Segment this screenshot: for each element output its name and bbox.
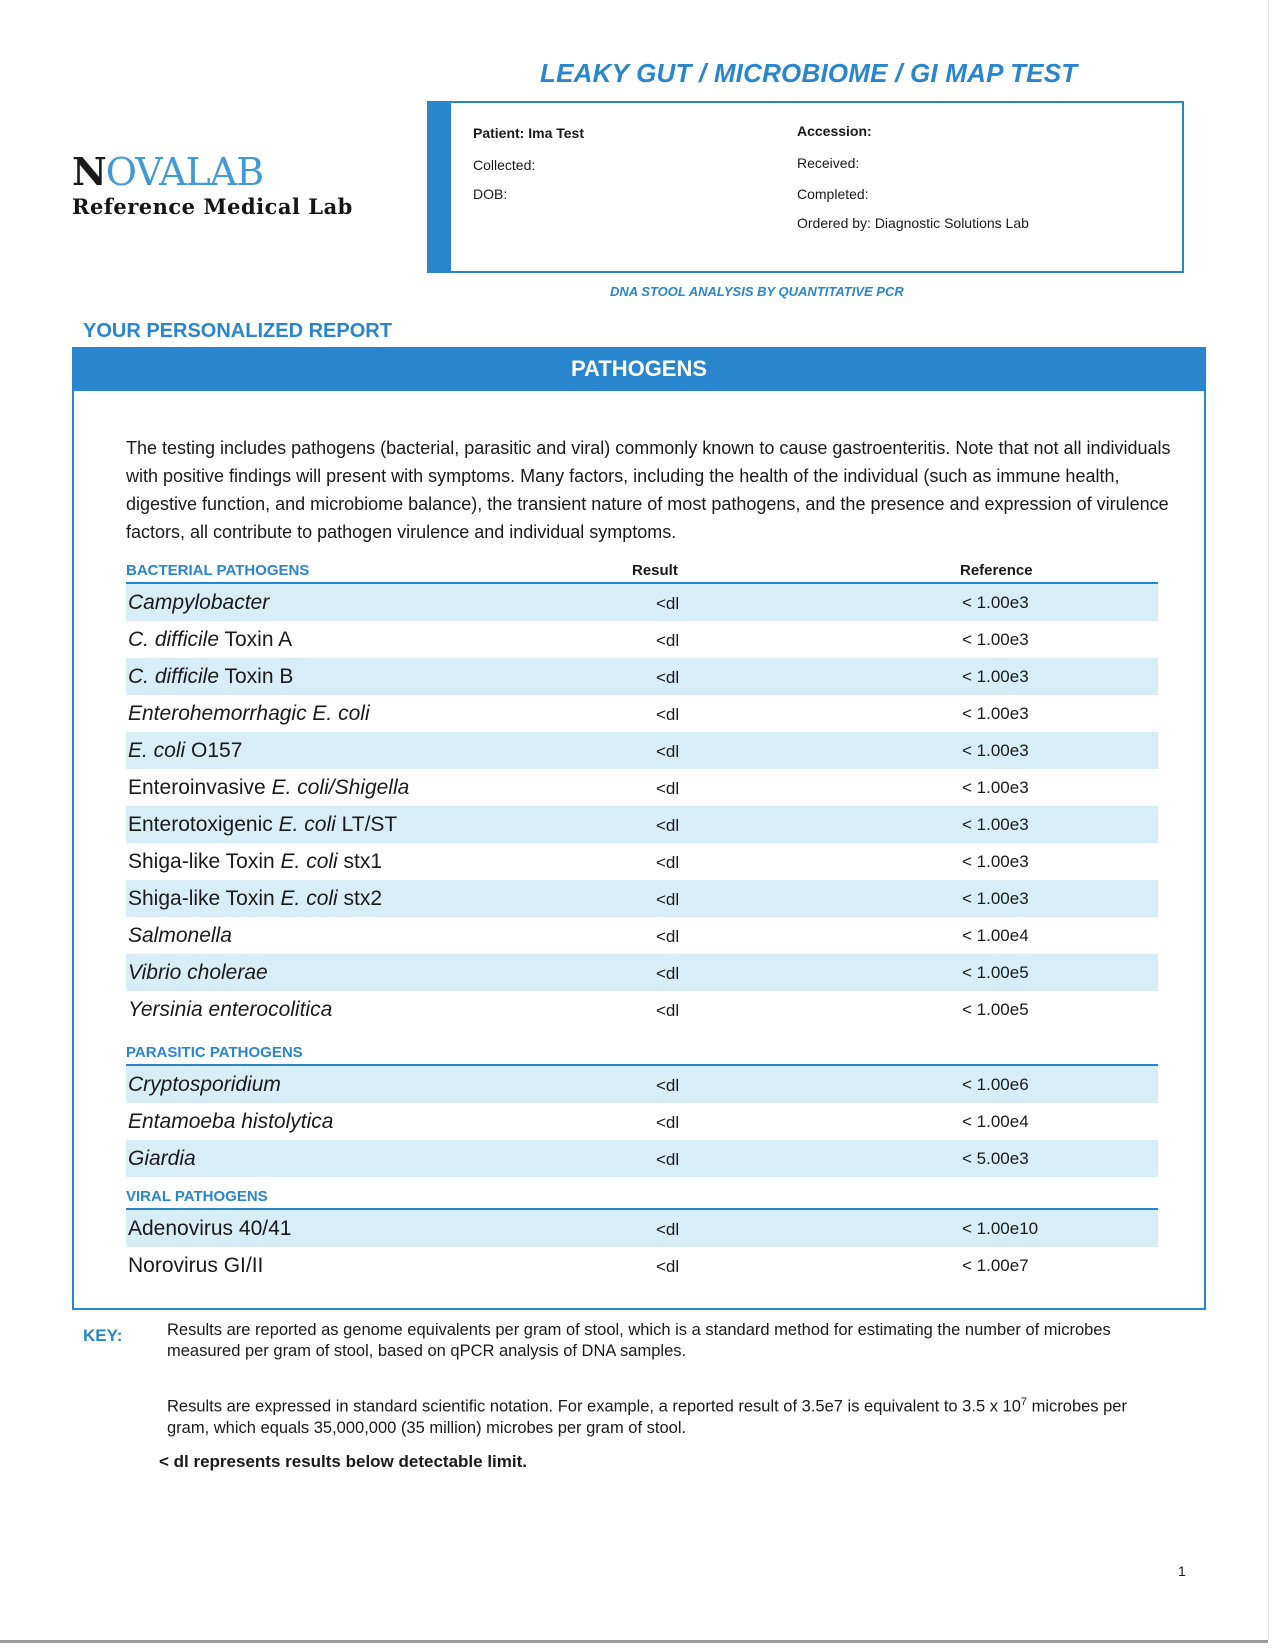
reference-value: < 1.00e3 (962, 630, 1029, 649)
pathogen-name-part: E. coli/Shigella (271, 776, 410, 799)
pathogen-name (128, 998, 332, 1022)
table-row (126, 1140, 1158, 1177)
result-value: <dl (656, 779, 680, 798)
pathogen-name-part: stx2 (337, 887, 383, 910)
pathogen-name (128, 924, 232, 948)
pathogen-name (128, 776, 409, 800)
table-row (126, 621, 1158, 658)
parasitic-rows (126, 1066, 1158, 1177)
column-header-result: Result (632, 562, 678, 579)
reference-value: < 1.00e10 (962, 1219, 1039, 1238)
result-value: <dl (656, 1220, 680, 1239)
pathogen-name-part: C. difficile (128, 628, 220, 651)
ordered-by-field: Ordered by: Diagnostic Solutions Lab (797, 215, 1029, 231)
personalized-report-heading: YOUR PERSONALIZED REPORT (83, 320, 392, 342)
result-value: <dl (656, 631, 680, 650)
reference-value: < 5.00e3 (962, 1149, 1029, 1168)
key-notation-text: Results are expressed in standard scientific notation. For example, a reported result of 3.5e7 is equivalent to 3.5 x 10 (167, 1397, 1021, 1416)
reference-value: < 1.00e3 (962, 778, 1029, 797)
pathogen-name-part: Toxin A (219, 628, 293, 651)
pathogen-name-part: E. coli (128, 739, 186, 762)
logo-n-mark: N (72, 149, 106, 194)
reference-value: < 1.00e5 (962, 963, 1029, 982)
result-value: <dl (656, 1113, 680, 1132)
pathogen-name (128, 887, 382, 911)
result-value: <dl (656, 705, 680, 724)
bacterial-rows (126, 584, 1158, 1028)
table-row (126, 954, 1158, 991)
reference-value: < 1.00e7 (962, 1256, 1029, 1275)
key-notation-text-end: microbes per gram, which equals 35,000,000 (35 million) microbes per gram of stool. (167, 1397, 1127, 1437)
reference-value: < 1.00e3 (962, 852, 1029, 871)
pathogen-name-part: LT/ST (335, 813, 398, 836)
result-value: <dl (656, 964, 680, 983)
reference-value: < 1.00e3 (962, 815, 1029, 834)
reference-value: < 1.00e4 (962, 1112, 1029, 1131)
group-title: VIRAL PATHOGENS (126, 1188, 268, 1205)
result-value: <dl (656, 927, 680, 946)
pathogen-name-part: Vibrio cholerae (128, 961, 268, 984)
reference-value: < 1.00e6 (962, 1075, 1029, 1094)
key-detection-limit-note: < dl represents results below detectable limit. (159, 1452, 527, 1471)
result-value: <dl (656, 594, 680, 613)
column-header-reference: Reference (960, 562, 1033, 579)
accession-field: Accession: (797, 123, 872, 139)
table-row (126, 769, 1158, 806)
reference-value: < 1.00e3 (962, 667, 1029, 686)
pathogen-name (128, 1254, 263, 1278)
result-value: <dl (656, 1257, 680, 1276)
table-row (126, 1066, 1158, 1103)
pathogen-name (128, 961, 268, 985)
reference-value: < 1.00e3 (962, 593, 1029, 612)
pathogen-name (128, 739, 242, 763)
pathogen-name-part: Shiga-like Toxin (128, 850, 281, 873)
table-row (126, 732, 1158, 769)
table-row (126, 1210, 1158, 1247)
table-row (126, 917, 1158, 954)
pathogen-name-part: Toxin B (219, 665, 294, 688)
table-row (126, 584, 1158, 621)
pathogen-name (128, 1147, 196, 1171)
pathogen-name (128, 665, 293, 689)
group-header-bacterial (126, 560, 1158, 584)
pathogen-name-part: Enterotoxigenic (128, 813, 279, 836)
completed-field: Completed: (797, 186, 869, 202)
group-header-parasitic (126, 1042, 1158, 1066)
result-value: <dl (656, 742, 680, 761)
intro-paragraph: The testing includes pathogens (bacterial, parasitic and viral) commonly known to cause gastroenteritis. Note that not all individuals with positive findings will present with symptoms. Many factors, including the health of the individual (such as immune health, digestive function, and microbiome balance), the transient nature of most pathogens, and the presence and expression of virulence factors, all contribute to pathogen virulence and individual symptoms. (126, 438, 1171, 542)
pathogen-name-part: Giardia (128, 1147, 196, 1170)
result-value: <dl (656, 853, 680, 872)
pathogen-name (128, 628, 292, 652)
dob-field: DOB: (473, 186, 508, 202)
group-header-viral (126, 1186, 1158, 1210)
logo-brand-text: OVALAB (105, 150, 264, 194)
page-edge-bottom (0, 1640, 1268, 1643)
table-row (126, 880, 1158, 917)
table-row (126, 843, 1158, 880)
pathogen-name (128, 702, 370, 726)
table-row (126, 991, 1158, 1028)
pathogen-name (128, 1073, 281, 1097)
pathogen-name-part: E. coli (280, 887, 338, 910)
pathogen-name-part: Entamoeba histolytica (128, 1110, 334, 1133)
table-row (126, 1103, 1158, 1140)
table-row (126, 658, 1158, 695)
analysis-subtitle: DNA STOOL ANALYSIS BY QUANTITATIVE PCR (610, 284, 904, 299)
reference-value: < 1.00e3 (962, 741, 1029, 760)
logo-wordmark (72, 149, 353, 194)
result-value: <dl (656, 1150, 680, 1169)
page-number: 1 (1178, 1563, 1186, 1579)
pathogen-name-part: Enteroinvasive (128, 776, 272, 799)
pathogen-name-part: stx1 (337, 850, 383, 873)
pathogen-name-part: Adenovirus 40/41 (128, 1217, 292, 1240)
pathogen-name-part: Campylobacter (128, 591, 270, 614)
result-value: <dl (656, 816, 680, 835)
pathogen-name (128, 1217, 291, 1241)
collected-field: Collected: (473, 157, 536, 173)
lab-logo (72, 149, 353, 219)
group-title: BACTERIAL PATHOGENS (126, 562, 310, 579)
result-value: <dl (656, 890, 680, 909)
pathogen-name (128, 813, 397, 837)
test-title: LEAKY GUT / MICROBIOME / GI MAP TEST (540, 58, 1078, 88)
result-value: <dl (656, 668, 680, 687)
key-exponent: 7 (1020, 1396, 1028, 1408)
table-row (126, 695, 1158, 732)
pathogen-name-part: O157 (185, 739, 243, 762)
received-field: Received: (797, 155, 860, 171)
result-value: <dl (656, 1076, 680, 1095)
pathogen-name-part: Cryptosporidium (128, 1073, 281, 1096)
pathogen-name (128, 850, 382, 874)
table-row (126, 1247, 1158, 1284)
pathogen-name-part: Enterohemorrhagic E. coli (128, 702, 370, 725)
pathogen-name-part: Yersinia enterocolitica (128, 998, 333, 1021)
reference-value: < 1.00e3 (962, 704, 1029, 723)
pathogen-name-part: E. coli (280, 850, 338, 873)
pathogen-name-part: Salmonella (128, 924, 232, 947)
pathogen-name (128, 1110, 333, 1134)
key-paragraph-genome-equivalents: Results are reported as genome equivalents per gram of stool, which is a standard method for estimating the number of microbes measured per gram of stool, based on qPCR analysis of DNA samples. (167, 1321, 1111, 1360)
patient-name: Patient: Ima Test (473, 125, 584, 141)
key-paragraph-notation (167, 1392, 1167, 1439)
patient-info-box (427, 101, 1184, 273)
reference-value: < 1.00e3 (962, 889, 1029, 908)
viral-rows (126, 1210, 1158, 1284)
reference-value: < 1.00e5 (962, 1000, 1029, 1019)
pathogen-name-part: Norovirus GI/II (128, 1254, 264, 1277)
pathogen-name-part: E. coli (278, 813, 336, 836)
pathogen-name-part: Shiga-like Toxin (128, 887, 281, 910)
pathogen-name-part: C. difficile (128, 665, 220, 688)
table-row (126, 806, 1158, 843)
section-header: PATHOGENS (72, 347, 1206, 391)
result-value: <dl (656, 1001, 680, 1020)
reference-value: < 1.00e4 (962, 926, 1029, 945)
page-edge (1268, 0, 1269, 1640)
key-label: KEY: (83, 1326, 123, 1345)
logo-tagline: Reference Medical Lab (72, 194, 353, 219)
group-title: PARASITIC PATHOGENS (126, 1044, 303, 1061)
pathogen-name (128, 591, 269, 615)
